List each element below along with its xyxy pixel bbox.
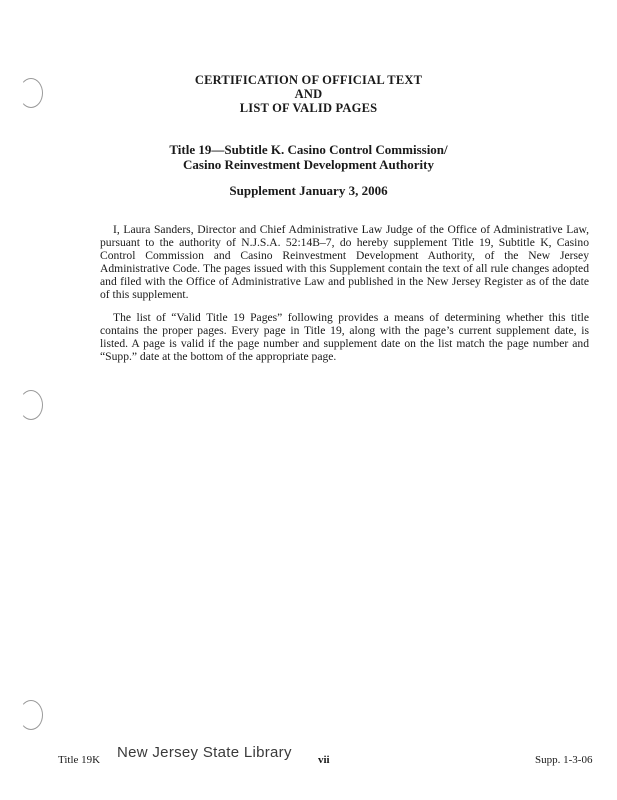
footer-supp-date: Supp. 1-3-06 xyxy=(535,754,593,766)
footer-title: Title 19K xyxy=(58,754,101,766)
heading-line-2: AND xyxy=(294,87,323,101)
title-subtitle xyxy=(0,142,617,172)
subtitle-line-2: Casino Reinvestment Development Authority xyxy=(183,157,434,172)
page-number: vii xyxy=(318,754,330,766)
page-footer xyxy=(0,744,617,768)
supplement-date: Supplement January 3, 2006 xyxy=(229,183,388,198)
certification-heading xyxy=(0,73,617,115)
subtitle-line-1: Title 19—Subtitle K. Casino Control Commission/ xyxy=(169,142,448,157)
certification-paragraph: I, Laura Sanders, Director and Chief Administrative Law Judge of the Office of Administrative Law, pursuant to the authority of N.J.S.A. 52:14B–7, do hereby supplement Title 19, Subtitle K, Casino Control Commission and Casino Reinvestment Development Authority, of the New Jersey Administrative Code. The pages issued with this Supplement contain the text of all rule changes adopted and filed with the Office of Administrative Law and published in the New Jersey Register as of the date of this supplement. xyxy=(100,222,589,301)
valid-pages-paragraph: The list of “Valid Title 19 Pages” following provides a means of determining whether this title contains the proper pages. Every page in Title 19, along with the page’s current supplement date, is listed. A page is valid if the page number and supplement date on the list match the page number and “Supp.” date at the bottom of the appropriate page. xyxy=(100,310,589,363)
punch-hole xyxy=(19,390,43,420)
punch-hole xyxy=(19,700,43,730)
heading-line-3: LIST OF VALID PAGES xyxy=(239,101,378,115)
heading-line-1: CERTIFICATION OF OFFICIAL TEXT xyxy=(194,73,423,87)
library-stamp: New Jersey State Library xyxy=(117,744,292,761)
